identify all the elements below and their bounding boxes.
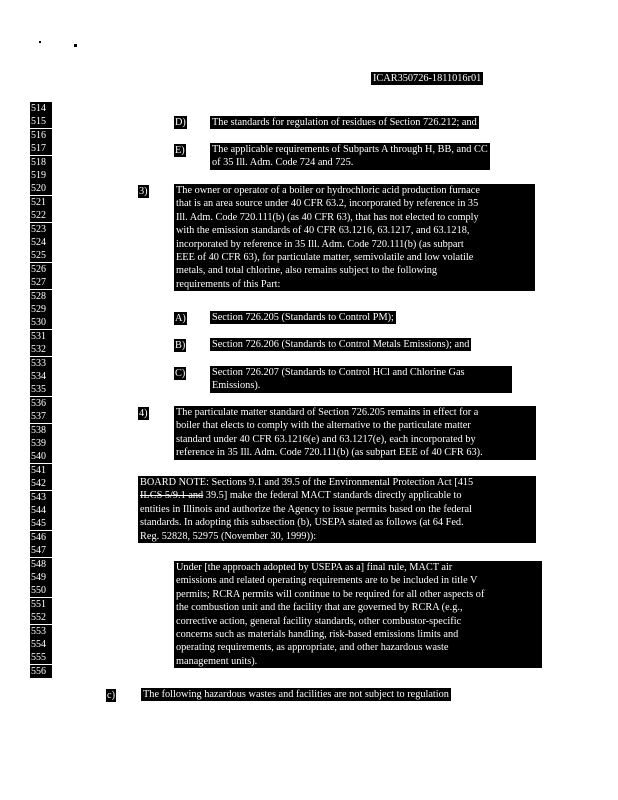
line-number: 539 [30, 437, 52, 450]
line-number: 515 [30, 115, 52, 128]
line-number: 537 [30, 410, 52, 423]
item-label-e: E) [175, 145, 185, 156]
line-number: 528 [30, 290, 52, 303]
line-number: 521 [30, 196, 52, 209]
item-label-a: A) [175, 313, 186, 324]
line-number: 518 [30, 156, 52, 169]
item-label-c: C) [175, 368, 186, 379]
item-label-3: 3) [139, 186, 148, 197]
line-number: 525 [30, 249, 52, 262]
line-number: 555 [30, 651, 52, 664]
scan-speck [39, 41, 41, 43]
item-text-d-line: The standards for regulation of residues of Section 726.212; and [212, 117, 477, 128]
line-number: 519 [30, 169, 52, 182]
item-text-e-line1: The applicable requirements of Subparts A through H, BB, and CC [212, 144, 488, 155]
item-text-4 [174, 406, 536, 460]
item-text-c-lower [141, 688, 451, 701]
item-text-4-line: The particulate matter standard of Section 726.205 remains in effect for a [176, 407, 479, 418]
item-label-c-lower: c) [107, 690, 115, 701]
line-number: 540 [30, 450, 52, 463]
item-label-d: D) [175, 117, 186, 128]
line-number: 544 [30, 504, 52, 517]
block-quote-line: corrective action, general facility standards, other combustor-specific [176, 615, 462, 627]
item-text-3-line: The owner or operator of a boiler or hydrochloric acid production furnace [176, 185, 480, 196]
line-number: 522 [30, 209, 52, 222]
line-number: 548 [30, 558, 52, 571]
item-label-b: B) [175, 340, 186, 351]
item-text-b [210, 338, 471, 351]
line-number: 546 [30, 531, 52, 544]
item-text-4-line: reference in 35 Ill. Adm. Code 720.111(b) (as subpart EEE of 40 CFR 63). [176, 447, 483, 459]
item-text-3-line: requirements of this Part: [176, 278, 281, 290]
block-quote-line: the combustion unit and the facility that are governed by RCRA (e.g., [176, 602, 463, 614]
board-note-line [140, 489, 534, 502]
line-number: 527 [30, 276, 52, 289]
line-number: 526 [30, 263, 52, 276]
line-number: 536 [30, 397, 52, 410]
item-text-3 [174, 184, 535, 291]
item-text-3-line: with the emission standards of 40 CFR 63.1216, 63.1217, and 63.1218, [176, 225, 470, 237]
line-number: 542 [30, 477, 52, 490]
item-text-4-line: boiler that elects to comply with the alternative to the particulate matter [176, 420, 471, 432]
line-number: 549 [30, 571, 52, 584]
line-number: 553 [30, 625, 52, 638]
block-quote-line: concerns such as materials handling, risk-based emissions limits and [176, 629, 459, 641]
item-text-4-line: standard under 40 CFR 63.1216(e) and 63.1217(e), each incorporated by [176, 433, 476, 445]
line-number: 543 [30, 491, 52, 504]
item-text-3-line: EEE of 40 CFR 63), for particulate matter, semivolatile and low volatile [176, 252, 474, 264]
line-number: 514 [30, 102, 52, 115]
line-number: 550 [30, 584, 52, 597]
item-text-c-lower-line: The following hazardous wastes and facilities are not subject to regulation [143, 689, 449, 700]
item-text-e [210, 143, 490, 170]
line-number: 523 [30, 223, 52, 236]
line-number: 551 [30, 598, 52, 611]
block-quote-line: emissions and related operating requirements are to be included in title V [176, 575, 478, 587]
item-text-d [210, 116, 479, 129]
line-number: 545 [30, 517, 52, 530]
document-id-text: ICAR350726-1811016r01 [373, 73, 482, 84]
item-text-c [210, 366, 512, 393]
board-note [138, 476, 536, 543]
item-text-e-line2: of 35 Ill. Adm. Code 724 and 725. [212, 157, 354, 169]
line-number: 554 [30, 638, 52, 651]
block-quote [174, 561, 542, 668]
line-number: 529 [30, 303, 52, 316]
line-number: 517 [30, 142, 52, 155]
item-text-3-line: that is an area source under 40 CFR 63.2, incorporated by reference in 35 [176, 198, 479, 210]
line-number: 530 [30, 316, 52, 329]
line-number: 532 [30, 343, 52, 356]
line-number: 534 [30, 370, 52, 383]
line-number: 556 [30, 665, 52, 678]
item-text-3-line: metals, and total chlorine, also remains subject to the following [176, 265, 438, 277]
scan-speck [74, 44, 77, 47]
item-text-a [210, 311, 396, 324]
block-quote-line: operating requirements, as appropriate, and other hazardous waste [176, 642, 449, 654]
item-text-c-line1: Section 726.207 (Standards to Control HCl and Chlorine Gas [212, 367, 465, 378]
line-number: 520 [30, 182, 52, 195]
line-number: 547 [30, 544, 52, 557]
item-text-3-line: Ill. Adm. Code 720.111(b) (as 40 CFR 63), that has not elected to comply [176, 211, 479, 223]
block-quote-line: Under [the approach adopted by USEPA as a] final rule, MACT air [176, 562, 453, 573]
block-quote-line: permits; RCRA permits will continue to be required for all other aspects of [176, 588, 485, 600]
line-number: 533 [30, 357, 52, 370]
item-text-3-line: incorporated by reference in 35 Ill. Adm. Code 720.111(b) (as subpart [176, 238, 464, 250]
line-number: 538 [30, 424, 52, 437]
block-quote-line: management units). [176, 655, 258, 667]
board-note-line-rest: 39.5] make the federal MACT standards directly applicable to [203, 490, 462, 502]
line-number: 552 [30, 611, 52, 624]
board-note-line: BOARD NOTE: Sections 9.1 and 39.5 of the Environmental Protection Act [415 [140, 477, 474, 488]
board-note-line: entities in Illinois and authorize the Agency to issue permits based on the federal [140, 503, 472, 515]
line-number: 531 [30, 330, 52, 343]
line-number: 541 [30, 464, 52, 477]
line-number: 535 [30, 383, 52, 396]
line-number: 516 [30, 129, 52, 142]
item-label-4: 4) [139, 408, 148, 419]
item-text-c-line2: Emissions). [212, 380, 261, 392]
board-note-line: standards. In adopting this subsection (b), USEPA stated as follows (at 64 Fed. [140, 517, 464, 529]
board-note-struck-text: ILCS 5/9.1 and [140, 490, 204, 502]
item-text-a-line: Section 726.205 (Standards to Control PM); [212, 312, 394, 323]
line-number: 524 [30, 236, 52, 249]
document-id-header [371, 72, 483, 85]
item-text-b-line: Section 726.206 (Standards to Control Metals Emissions); and [212, 339, 470, 350]
board-note-line: Reg. 52828, 52975 (November 30, 1999)): [140, 530, 317, 542]
